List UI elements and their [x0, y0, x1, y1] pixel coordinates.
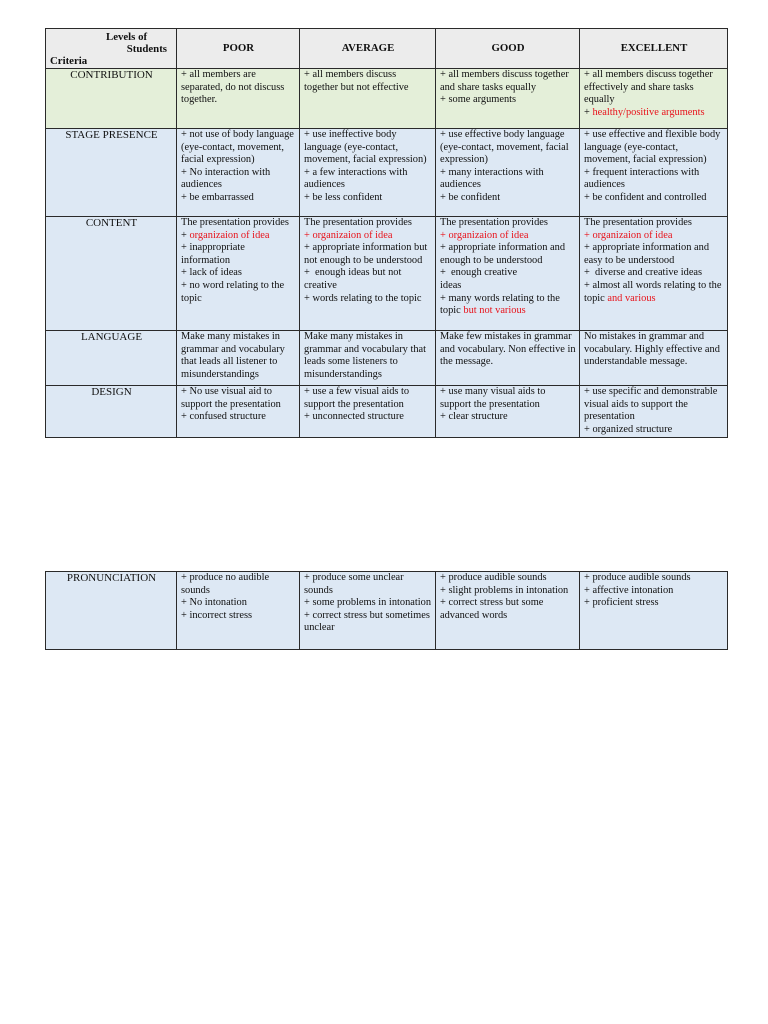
descriptor-line — [304, 167, 432, 192]
descriptor-line — [440, 411, 576, 424]
descriptor-text: + use specific and demonstrable visual aids to support the presentation — [584, 386, 720, 423]
descriptor-line — [304, 69, 432, 94]
descriptor-line — [440, 293, 576, 318]
descriptor-line — [440, 267, 576, 280]
highlighted-text: healthy/positive arguments — [592, 106, 705, 118]
descriptor-line — [181, 280, 296, 305]
descriptor-line — [181, 331, 296, 381]
descriptor-line — [584, 572, 724, 585]
descriptor-text: No mistakes in grammar and vocabulary. Highly effective and understandable message. — [584, 331, 723, 368]
descriptor-line — [584, 386, 724, 424]
descriptor-cell-good — [436, 386, 580, 438]
descriptor-text: + be confident — [440, 191, 501, 203]
descriptor-line — [584, 424, 724, 437]
descriptor-line — [584, 585, 724, 598]
table-row-stage-presence — [46, 129, 728, 217]
descriptor-line — [181, 610, 296, 623]
descriptor-line — [304, 293, 432, 306]
descriptor-text: + organized structure — [584, 423, 673, 435]
descriptor-cell-poor — [177, 331, 300, 386]
descriptor-line — [181, 597, 296, 610]
descriptor-line — [304, 230, 432, 243]
descriptor-line — [584, 242, 724, 267]
descriptor-text: + appropriate information and enough to be understood — [440, 242, 568, 266]
descriptor-text: + proficient stress — [584, 597, 659, 609]
descriptor-line — [181, 217, 296, 230]
descriptor-cell-good — [436, 217, 580, 331]
descriptor-cell-poor — [177, 69, 300, 129]
descriptor-cell-poor — [177, 129, 300, 217]
descriptor-line — [440, 69, 576, 94]
descriptor-cell-poor — [177, 572, 300, 650]
criterion-label: CONTENT — [46, 217, 177, 331]
corner-levels-label: Levels of — [106, 31, 148, 43]
descriptor-line — [584, 167, 724, 192]
descriptor-line — [181, 411, 296, 424]
descriptor-text: + use a few visual aids to support the presentation — [304, 386, 412, 410]
descriptor-line — [181, 69, 296, 107]
descriptor-line — [181, 267, 296, 280]
descriptor-line — [440, 230, 576, 243]
descriptor-text: + no word relating to the topic — [181, 279, 287, 304]
table-row-content — [46, 217, 728, 331]
table-row-pronunciation — [46, 572, 728, 650]
descriptor-line — [304, 597, 432, 610]
descriptor-line — [440, 167, 576, 192]
descriptor-text: + produce no audible sounds — [181, 572, 272, 596]
descriptor-cell-poor — [177, 217, 300, 331]
descriptor-text: + enough ideas but not creative — [304, 267, 404, 291]
descriptor-text: + all members are separated, do not discuss together. — [181, 69, 287, 106]
descriptor-text: The presentation provides — [584, 217, 692, 228]
descriptor-line — [181, 386, 296, 411]
highlighted-text: organizaion of idea — [189, 229, 270, 241]
descriptor-text: The presentation provides — [304, 217, 412, 228]
descriptor-text: + use ineffective body language (eye-contact, movement, facial expression) — [304, 129, 427, 166]
descriptor-text: + — [584, 106, 593, 118]
rubric-table-continued — [45, 571, 728, 650]
descriptor-cell-poor — [177, 386, 300, 438]
criterion-label: LANGUAGE — [46, 331, 177, 386]
descriptor-line — [584, 230, 724, 243]
descriptor-text: + diverse and creative ideas — [584, 267, 703, 279]
descriptor-text: ideas — [440, 279, 462, 291]
descriptor-text: + many words relating to the topic — [440, 292, 563, 317]
highlighted-text: + organizaion of idea — [584, 229, 673, 241]
descriptor-text: + clear structure — [440, 411, 508, 423]
descriptor-text: + words relating to the topic — [304, 292, 422, 304]
criterion-label: PRONUNCIATION — [46, 572, 177, 650]
descriptor-text: + No intonation — [181, 597, 247, 609]
descriptor-text: + confused structure — [181, 411, 266, 423]
descriptor-text: + be less confident — [304, 191, 383, 203]
descriptor-text: + affective intonation — [584, 584, 674, 596]
descriptor-line — [304, 267, 432, 292]
descriptor-line — [440, 217, 576, 230]
descriptor-text: + all members discuss together effectively and share tasks equally — [584, 69, 716, 106]
descriptor-line — [304, 411, 432, 424]
descriptor-text: + produce some unclear sounds — [304, 572, 407, 596]
highlighted-text: + organizaion of idea — [304, 229, 393, 241]
level-header-excellent: EXCELLENT — [580, 29, 728, 69]
descriptor-cell-good — [436, 572, 580, 650]
descriptor-cell-average — [300, 129, 436, 217]
descriptor-text: + appropriate information but not enough to be understood — [304, 242, 430, 266]
descriptor-line — [440, 242, 576, 267]
descriptor-text: + inappropriate information — [181, 242, 248, 266]
descriptor-line — [584, 597, 724, 610]
descriptor-line — [181, 129, 296, 167]
header-row — [46, 29, 728, 69]
descriptor-cell-excellent — [580, 331, 728, 386]
descriptor-line — [584, 280, 724, 305]
descriptor-cell-good — [436, 331, 580, 386]
descriptor-line — [304, 572, 432, 597]
descriptor-text: + all members discuss together and share tasks equally — [440, 69, 572, 93]
descriptor-cell-average — [300, 386, 436, 438]
descriptor-text: + not use of body language (eye-contact, movement, facial expression) — [181, 129, 297, 166]
descriptor-text: + all members discuss together but not effective — [304, 69, 409, 93]
descriptor-text: Make many mistakes in grammar and vocabulary that leads all listener to misunderstandings — [181, 331, 288, 380]
level-header-good: GOOD — [436, 29, 580, 69]
descriptor-text: The presentation provides — [440, 217, 548, 228]
descriptor-text: + a few interactions with audiences — [304, 166, 410, 191]
descriptor-text: The presentation provides — [181, 217, 289, 228]
descriptor-line — [584, 107, 724, 120]
descriptor-cell-good — [436, 69, 580, 129]
descriptor-cell-excellent — [580, 572, 728, 650]
descriptor-line — [181, 572, 296, 597]
descriptor-line — [304, 217, 432, 230]
descriptor-text: + almost all words relating to the topic — [584, 279, 725, 304]
descriptor-cell-average — [300, 217, 436, 331]
descriptor-text: + No interaction with audiences — [181, 166, 273, 191]
descriptor-line — [304, 242, 432, 267]
highlighted-text: and various — [607, 292, 656, 304]
corner-students-label: Students — [126, 43, 167, 55]
descriptor-text: + produce audible sounds — [584, 572, 691, 583]
table-row-design — [46, 386, 728, 438]
descriptor-line — [181, 167, 296, 192]
rubric-table — [45, 28, 728, 438]
descriptor-text: + frequent interactions with audiences — [584, 166, 702, 191]
descriptor-text: Make many mistakes in grammar and vocabulary that leads some listeners to misunderstandings — [304, 331, 429, 380]
descriptor-text: + use effective and flexible body language (eye-contact, movement, facial expression) — [584, 129, 723, 166]
descriptor-line — [181, 230, 296, 243]
descriptor-text: + some arguments — [440, 94, 517, 106]
descriptor-line — [584, 217, 724, 230]
descriptor-line — [584, 192, 724, 205]
descriptor-line — [440, 585, 576, 598]
descriptor-line — [440, 94, 576, 107]
descriptor-line — [440, 280, 576, 293]
descriptor-line — [440, 597, 576, 622]
descriptor-text: + correct stress but sometimes unclear — [304, 609, 433, 634]
corner-header-cell — [46, 29, 177, 69]
descriptor-cell-average — [300, 572, 436, 650]
criterion-label: DESIGN — [46, 386, 177, 438]
descriptor-text: Make few mistakes in grammar and vocabulary. Non effective in the message. — [440, 331, 579, 368]
descriptor-text: + produce audible sounds — [440, 572, 547, 583]
descriptor-line — [440, 129, 576, 167]
descriptor-text: + enough creative — [440, 267, 518, 279]
descriptor-cell-excellent — [580, 69, 728, 129]
descriptor-cell-excellent — [580, 386, 728, 438]
descriptor-line — [304, 610, 432, 635]
descriptor-cell-average — [300, 331, 436, 386]
criterion-label: CONTRIBUTION — [46, 69, 177, 129]
descriptor-cell-average — [300, 69, 436, 129]
descriptor-text: + correct stress but some advanced words — [440, 597, 546, 621]
highlighted-text: + organizaion of idea — [440, 229, 529, 241]
level-header-average: AVERAGE — [300, 29, 436, 69]
table-row-language — [46, 331, 728, 386]
criterion-label: STAGE PRESENCE — [46, 129, 177, 217]
descriptor-line — [304, 386, 432, 411]
table-row-contribution — [46, 69, 728, 129]
descriptor-line — [440, 192, 576, 205]
level-header-poor: POOR — [177, 29, 300, 69]
descriptor-line — [304, 192, 432, 205]
descriptor-text: + be embarrassed — [181, 191, 254, 203]
descriptor-line — [304, 331, 432, 381]
corner-criteria-label: Criteria — [50, 55, 88, 67]
highlighted-text: but not various — [463, 305, 526, 317]
descriptor-line — [584, 69, 724, 107]
descriptor-cell-excellent — [580, 129, 728, 217]
descriptor-text: + be confident and controlled — [584, 191, 707, 203]
descriptor-line — [440, 572, 576, 585]
descriptor-line — [584, 331, 724, 369]
descriptor-cell-excellent — [580, 217, 728, 331]
descriptor-text: + unconnected structure — [304, 411, 404, 423]
descriptor-text: + slight problems in intonation — [440, 584, 569, 596]
descriptor-line — [584, 267, 724, 280]
descriptor-text: + — [181, 229, 190, 241]
descriptor-text: + many interactions with audiences — [440, 166, 547, 191]
descriptor-text: + appropriate information and easy to be understood — [584, 242, 712, 266]
descriptor-text: + lack of ideas — [181, 267, 242, 279]
descriptor-line — [584, 129, 724, 167]
descriptor-line — [181, 192, 296, 205]
descriptor-text: + use effective body language (eye-contact, movement, facial expression) — [440, 129, 572, 166]
descriptor-text: + No use visual aid to support the presentation — [181, 386, 281, 410]
descriptor-text: + some problems in intonation — [304, 597, 432, 609]
descriptor-text: + use many visual aids to support the presentation — [440, 386, 549, 410]
descriptor-line — [440, 331, 579, 369]
descriptor-line — [304, 129, 432, 167]
descriptor-cell-good — [436, 129, 580, 217]
descriptor-line — [440, 386, 576, 411]
descriptor-text: + incorrect stress — [181, 609, 253, 621]
descriptor-line — [181, 242, 296, 267]
